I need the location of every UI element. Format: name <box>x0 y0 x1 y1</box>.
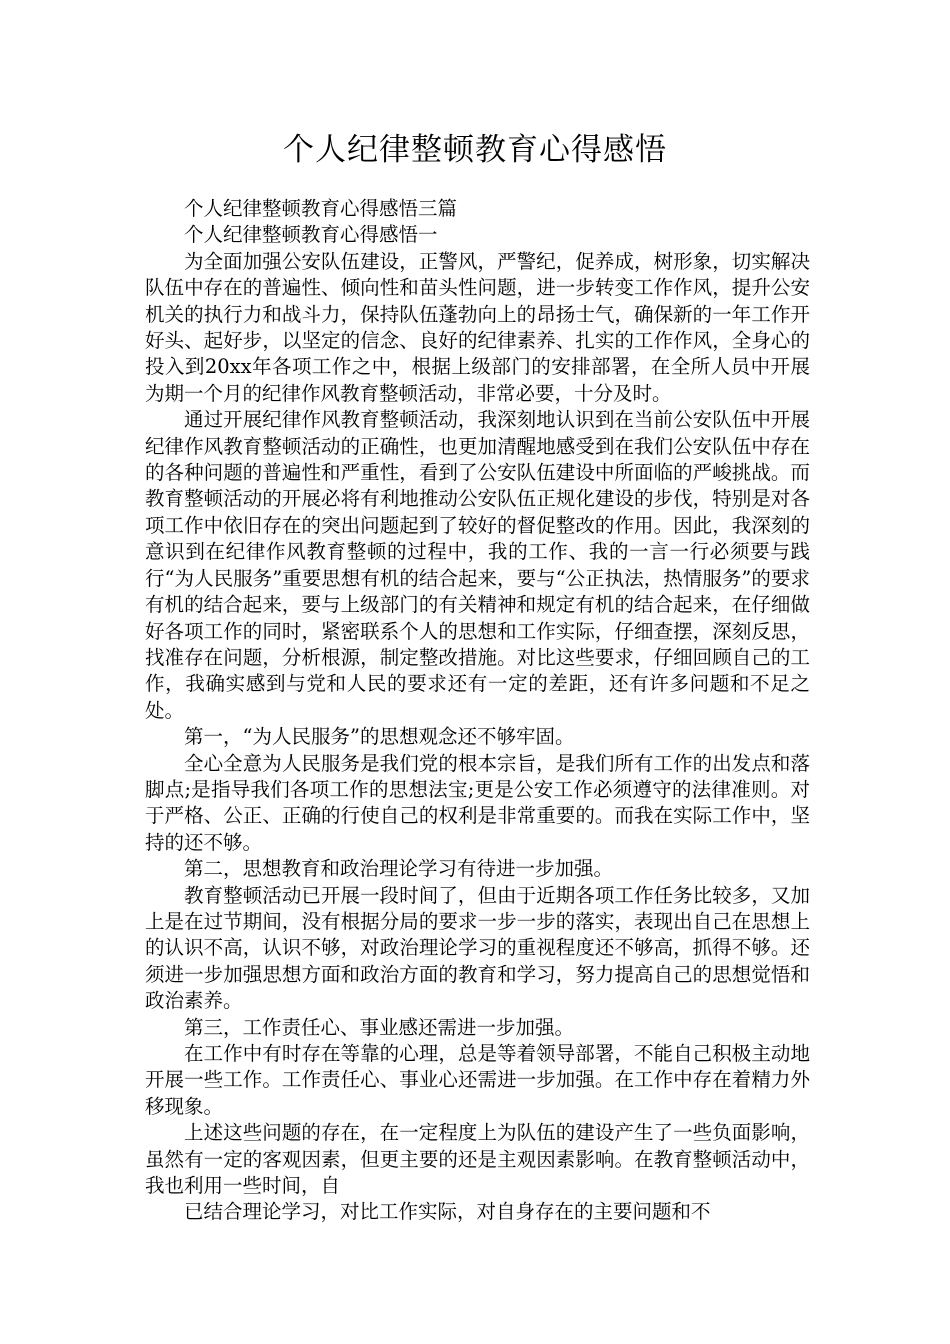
subtitle-paragraph: 个人纪律整顿教育心得感悟三篇 <box>184 197 458 220</box>
body-paragraph: 在工作中有时存在等靠的心理，总是等着领导部署，不能自己积极主动地开展一些工作。工作责任心、事业心还需进一步加强。在工作中存在着精力外移现象。 <box>145 1042 810 1118</box>
body-paragraph: 通过开展纪律作风教育整顿活动，我深刻地认识到在当前公安队伍中开展纪律作风教育整顿活动的正确性，也更加清醒地感受到在我们公安队伍中存在的各种问题的普遍性和严重性，看到了公安队伍建设中所面临的严峻挑战。而教育整顿活动的开展必将有利地推动公安队伍正规化建设的步伐，特别是对各项工作中依旧存在的突出问题起到了较好的督促整改的作用。因此，我深刻的意识到在纪律作风教育整顿的过程中，我的工作、我的一言一行必须要与践行“为人民服务”重要思想有机的结合起来，要与“公正执法，热情服务”的要求有机的结合起来，要与上级部门的有关精神和规定有机的结合起来，在仔细做好各项工作的同时，紧密联系个人的思想和工作实际，仔细查摆，深刻反思，找准存在问题，分析根源，制定整改措施。对比这些要求，仔细回顾自己的工作，我确实感到与党和人民的要求还有一定的差距，还有许多问题和不足之处。 <box>145 408 810 722</box>
point-heading-paragraph: 第二，思想教育和政治理论学习有待进一步加强。 <box>184 857 614 881</box>
section-heading-paragraph: 个人纪律整顿教育心得感悟一 <box>184 223 438 247</box>
body-paragraph: 教育整顿活动已开展一段时间了，但由于近期各项工作任务比较多，又加上是在过节期间，没有根据分局的要求一步一步的落实，表现出自己在思想上的认识不高，认识不够，对政治理论学习的重视程度还不够高，抓得不够。还须进一步加强思想方面和政治方面的教育和学习，努力提高自己的思想觉悟和政治素养。 <box>145 883 810 1013</box>
document-title: 个人纪律整顿教育心得感悟 <box>283 132 667 168</box>
body-paragraph: 已结合理论学习，对比工作实际，对自身存在的主要问题和不 <box>184 1200 711 1224</box>
body-paragraph: 为全面加强公安队伍建设，正警风，严警纪，促养成，树形象，切实解决队伍中存在的普遍性、倾向性和苗头性问题，进一步转变工作作风，提升公安机关的执行力和战斗力，保持队伍蓬勃向上的昂扬士气，确保新的一年工作开好头、起好步，以坚定的信念、良好的纪律素养、扎实的工作作风，全身心的投入到20xx年各项工作之中，根据上级部门的安排部署，在全所人员中开展为期一个月的纪律作风教育整顿活动，非常必要，十分及时。 <box>145 249 810 405</box>
body-paragraph: 上述这些问题的存在，在一定程度上为队伍的建设产生了一些负面影响，虽然有一定的客观因素，但更主要的还是主观因素影响。在教育整顿活动中，我也利用一些时间，自 <box>145 1121 810 1198</box>
body-paragraph: 全心全意为人民服务是我们党的根本宗旨，是我们所有工作的出发点和落脚点;是指导我们各项工作的思想法宝;更是公安工作必须遵守的法律准则。对于严格、公正、正确的行使自己的权利是非常重要的。而我在实际工作中，坚持的还不够。 <box>145 751 810 854</box>
document-body <box>145 196 810 1226</box>
point-heading-paragraph: 第三，工作责任心、事业感还需进一步加强。 <box>184 1015 575 1039</box>
point-heading-paragraph: 第一，“为人民服务”的思想观念还不够牢固。 <box>184 725 575 749</box>
